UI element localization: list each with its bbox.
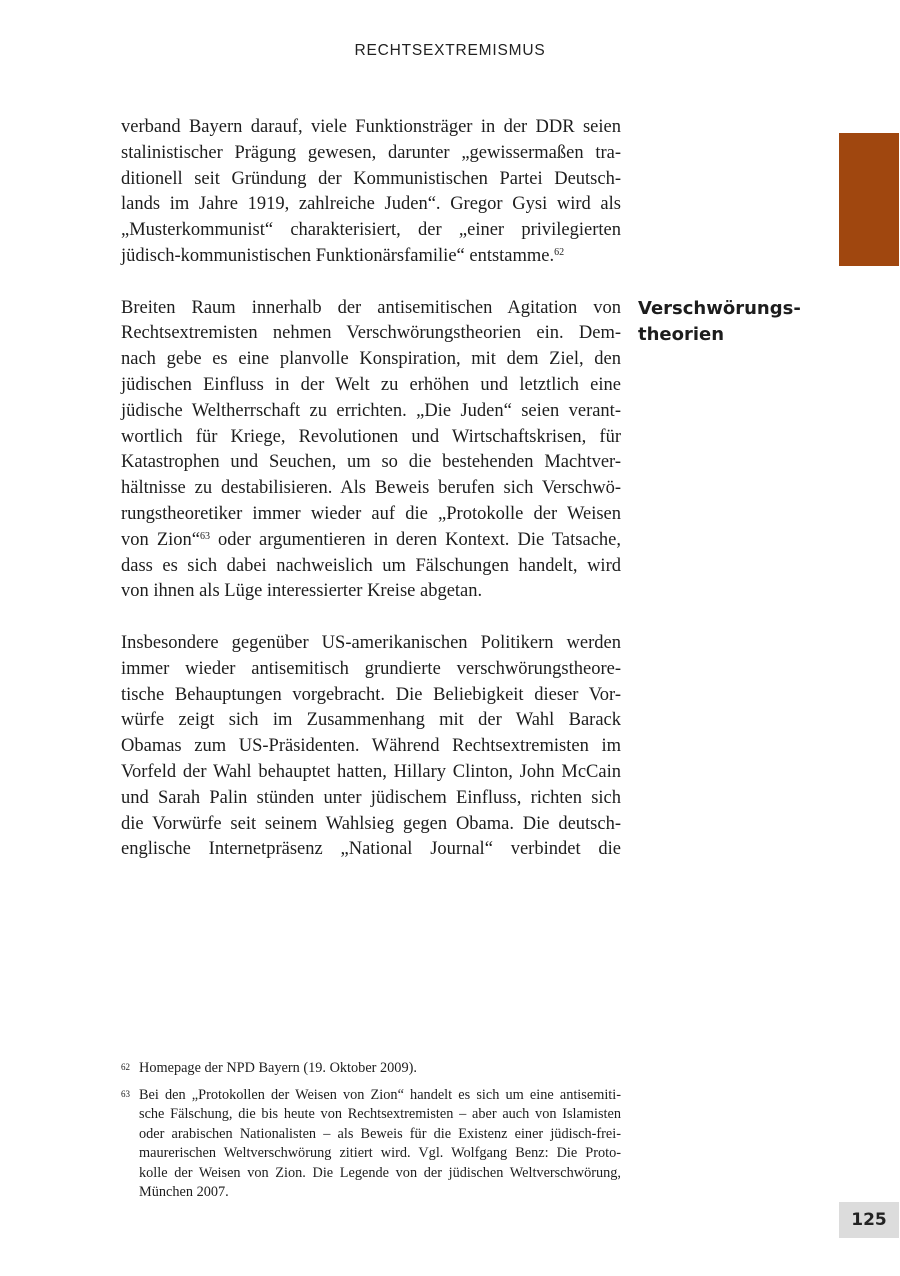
text-line: dass es sich dabei nachweislich um Fälschungen handelt, wird [121,555,621,576]
footnote-number: 62 [121,1062,130,1072]
text-line: hältnisse zu destabilisieren. Als Beweis berufen sich Verschwö- [121,478,621,499]
text-line: englische Internetpräsenz „National Journal“ verbindet die [121,839,621,860]
paragraph [121,631,621,863]
marginal-heading [638,296,828,348]
text-line: wortlich für Kriege, Revolutionen und Wirtschaftskrisen, für [121,426,621,447]
chapter-accent-tab [839,133,899,266]
running-head: RECHTSEXTREMISMUS [354,42,546,59]
text-line: Katastrophen und Seuchen, um so die bestehenden Machtver- [121,452,621,473]
text-line: würfe zeigt sich im Zusammenhang mit der Wahl Barack [121,710,621,731]
footnote [121,1086,621,1203]
text-line: jüdisch-kommunistischen Funktionärsfamilie“ entstamme.$^{62}$ [121,245,565,266]
paragraph [121,115,621,270]
footnote-reference[interactable]: 63 [199,530,210,542]
text-line: verband Bayern darauf, viele Funktionsträger in der DDR seien [121,117,621,137]
footnote-line: sche Fälschung, die bis heute von Rechtsextremisten – aber auch von Islamisten [139,1106,621,1122]
text-line: rungstheoretiker immer wieder auf die „Protokolle der Weisen [121,503,621,524]
text-line: von ihnen als Lüge interessierter Kreise abgetan. [121,581,483,602]
text-line: Vorfeld der Wahl behauptet hatten, Hillary Clinton, John McCain [121,761,621,782]
text-line: stalinistischer Prägung gewesen, darunter „gewissermaßen tra- [121,142,621,163]
text-line: jüdischen Einfluss in der Welt zu erhöhen und letztlich eine [121,374,621,395]
marginal-heading-line: theorien [638,324,725,345]
text-line: lands im Jahre 1919, zahlreiche Juden“. Gregor Gysi wird als [121,194,621,215]
text-line: tische Behauptungen vorgebracht. Die Beliebigkeit dieser Vor- [121,684,621,705]
footnote-line: kolle der Weisen von Zion. Die Legende von der jüdischen Weltverschwörung, [139,1164,621,1181]
text-line: Insbesondere gegenüber US-amerikanischen Politikern werden [121,632,621,653]
footnote-number: 63 [121,1088,130,1099]
text-line: die Vorwürfe seit seinem Wahlsieg gegen Obama. Die deutsch- [121,813,621,834]
page-number: 125 [839,1202,899,1238]
footnote [121,1059,621,1079]
text-line: „Musterkommunist“ charakterisiert, der „einer privilegierten [121,220,621,241]
text-line: Obamas zum US-Präsidenten. Während Rechtsextremisten im [121,736,621,757]
text-line: immer wieder antisemitisch grundierte verschwörungstheore- [121,658,621,679]
footnote-line: München 2007. [139,1184,229,1200]
text-line: Breiten Raum innerhalb der antisemitischen Agitation von [121,297,621,318]
marginal-heading-line: Verschwörungs- [638,298,801,319]
footnote-line: Homepage der NPD Bayern (19. Oktober 2009). [139,1060,417,1076]
footnote-line: maurerischen Weltverschwörung zitiert wird. Vgl. Wolfgang Benz: Die Proto- [139,1145,621,1161]
text-line: jüdische Weltherrschaft zu errichten. „Die Juden“ seien verant- [121,400,621,421]
footnote-line: Bei den „Protokollen der Weisen von Zion“ handelt es sich um eine antisemiti- [139,1086,621,1103]
footnote-reference[interactable]: 62 [554,246,565,258]
paragraph [121,296,621,606]
text-line: nach gebe es eine planvolle Konspiration, mit dem Ziel, den [121,349,621,370]
text-line: von Zion“$^{63}$ oder argumentieren in deren Kontext. Die Tatsache, [121,529,621,550]
text-line: Rechtsextremisten nehmen Verschwörungstheorien ein. Dem- [121,323,621,344]
footnotes [121,1059,621,1210]
text-line: und Sarah Palin stünden unter jüdischem Einfluss, richten sich [121,787,621,808]
text-line: ditionell seit Gründung der Kommunistischen Partei Deutsch- [121,168,621,189]
body-text [121,115,621,863]
footnote-line: oder arabischen Nationalisten – als Beweis für die Existenz einer jüdisch-frei- [139,1125,621,1142]
